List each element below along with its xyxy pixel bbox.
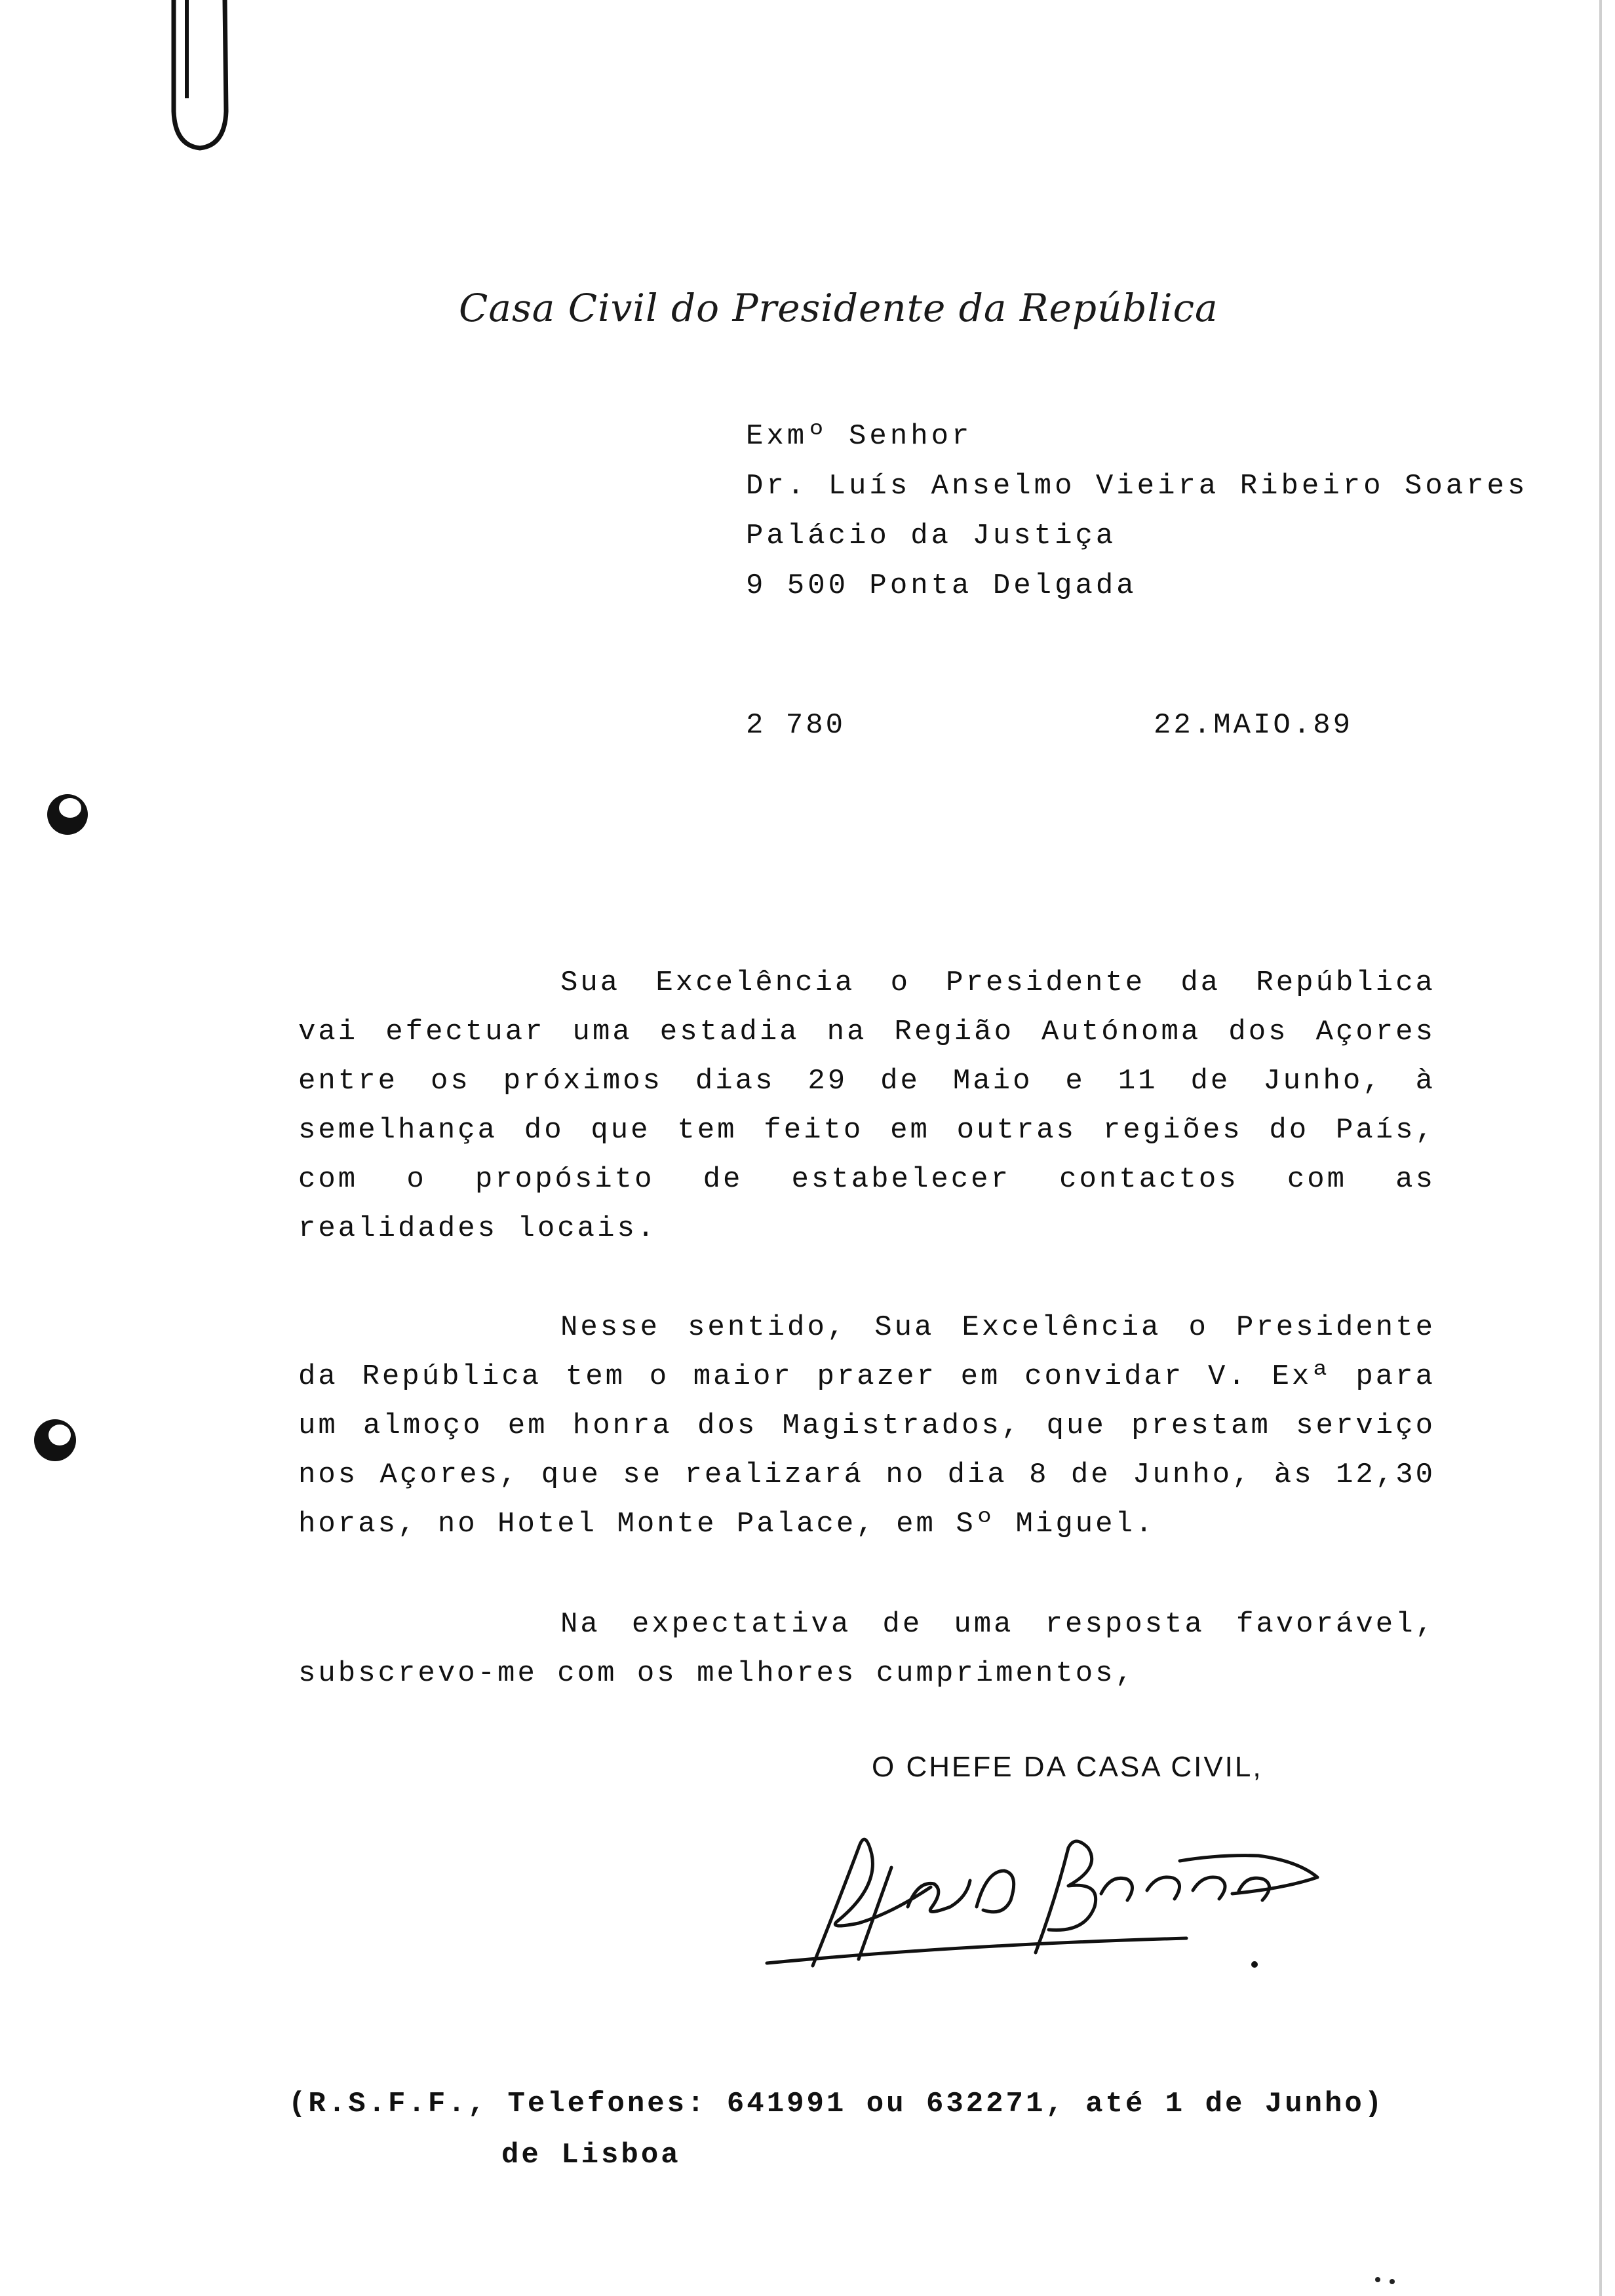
body-paragraph-3: Na expectativa de uma resposta favorável, subscrevo-me com os melhores cumprimentos, — [298, 1608, 1435, 1690]
scan-speck — [1375, 2277, 1380, 2282]
address-name: Dr. Luís Anselmo Vieira Ribeiro Soares — [746, 470, 1528, 503]
punch-hole-top — [47, 794, 88, 835]
footer-line-1: (R.S.F.F., Telefones: 641991 ou 632271, até 1 de Junho) — [288, 2088, 1385, 2120]
recipient-address — [746, 411, 1528, 611]
scan-edge-line — [1599, 0, 1602, 2296]
address-salutation: Exmº Senhor — [746, 420, 973, 453]
handwritten-signature — [760, 1808, 1324, 1979]
closing-title: O CHEFE DA CASA CIVIL, — [872, 1751, 1263, 1783]
reference-number: 2 780 — [746, 709, 846, 742]
punch-hole-bottom — [34, 1419, 76, 1461]
address-city: 9 500 Ponta Delgada — [746, 569, 1137, 602]
paper-clip-mark — [167, 0, 233, 154]
footer-line-2: de Lisboa — [501, 2139, 681, 2172]
body-paragraph-1: Sua Excelência o Presidente da República vai efectuar uma estadia na Região Autónoma dos Açores entre os próximos dias 29 de Maio e 11 de Junho, à semelhança do que tem feito em outras regiões do País, com o propósito de estabelecer contactos com as realidades locais. — [298, 966, 1435, 1245]
scan-speck — [1390, 2279, 1395, 2284]
footer-note — [288, 2078, 1384, 2181]
letter-date: 22.MAIO.89 — [1154, 709, 1353, 742]
body-paragraph-2: Nesse sentido, Sua Excelência o Presidente da República tem o maior prazer em convidar V. Exª para um almoço em honra dos Magistrados, que prestam serviço nos Açores, que se realizará no dia 8 de Junho, às 12,30 horas, no Hotel Monte Palace, em Sº Miguel. — [298, 1311, 1435, 1540]
address-place: Palácio da Justiça — [746, 520, 1117, 552]
letterhead-title: Casa Civil do Presidente da República — [459, 286, 1218, 330]
